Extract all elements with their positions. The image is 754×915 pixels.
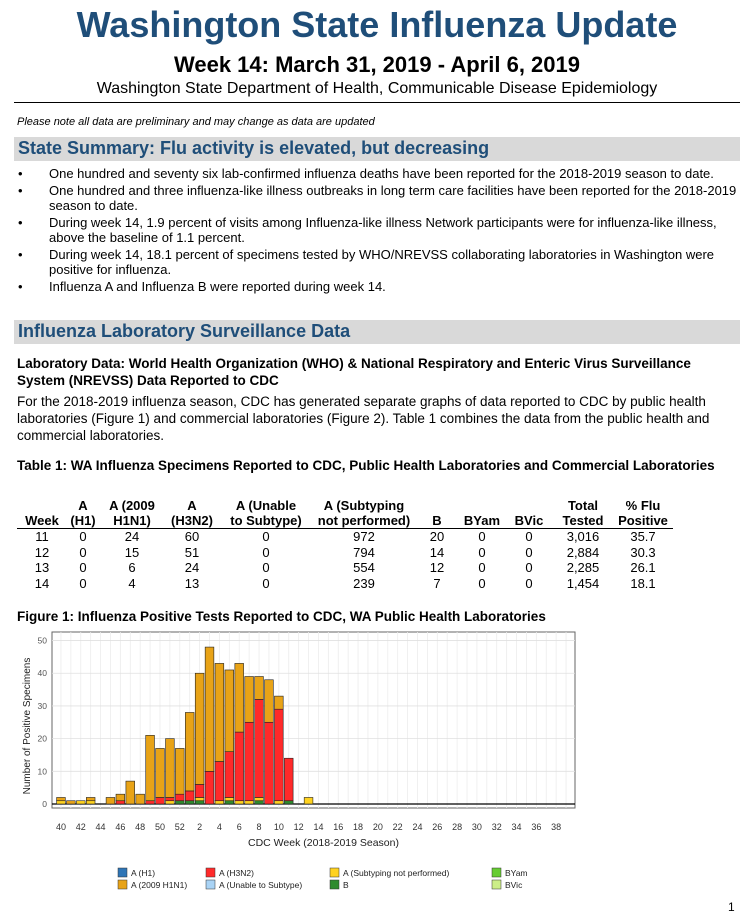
page-title: Washington State Influenza Update bbox=[76, 4, 678, 45]
bar-segment bbox=[255, 801, 264, 804]
x-tick-label: 12 bbox=[293, 822, 304, 832]
bar-segment bbox=[284, 758, 293, 801]
col-a-2009-h1n1: A (2009 H1N1) bbox=[109, 498, 155, 528]
bar-segment bbox=[274, 801, 283, 804]
col-week: Week bbox=[25, 513, 59, 528]
legend-swatch bbox=[118, 880, 127, 889]
bar-segment bbox=[255, 797, 264, 800]
x-tick-label: 34 bbox=[511, 822, 522, 832]
specimens-table bbox=[17, 498, 673, 591]
x-tick-label: 22 bbox=[392, 822, 403, 832]
bar-segment bbox=[225, 797, 234, 800]
bar-segment bbox=[245, 677, 254, 723]
header-divider bbox=[14, 102, 740, 103]
col-b: B bbox=[432, 513, 442, 528]
legend-swatch bbox=[492, 880, 501, 889]
col-a-not-performed: A (Subtyping not performed) bbox=[317, 498, 411, 528]
bar-segment bbox=[175, 794, 184, 801]
bar-segment bbox=[166, 797, 175, 800]
bar-segment bbox=[116, 801, 125, 804]
bar-segment bbox=[76, 801, 85, 804]
summary-bullet: • Influenza A and Influenza B were reported during week 14. bbox=[14, 279, 740, 294]
bar-segment bbox=[86, 797, 95, 800]
summary-bullets bbox=[14, 166, 740, 296]
x-tick-label: 36 bbox=[531, 822, 542, 832]
col-a-unable: A (Unable to Subtype) bbox=[230, 498, 302, 528]
x-tick-label: 42 bbox=[75, 822, 86, 832]
bar-segment bbox=[126, 781, 135, 804]
bar-segment bbox=[235, 801, 244, 804]
x-tick-label: 46 bbox=[115, 822, 126, 832]
x-tick-label: 14 bbox=[313, 822, 324, 832]
bar-segment bbox=[215, 762, 224, 801]
legend-swatch bbox=[330, 868, 339, 877]
x-tick-label: 30 bbox=[471, 822, 482, 832]
bar-segment bbox=[245, 801, 254, 804]
x-tick-label: 40 bbox=[55, 822, 66, 832]
legend-swatch bbox=[492, 868, 501, 877]
department-name: Washington State Department of Health, Communicable Disease Epidemiology bbox=[96, 80, 658, 97]
y-tick-label: 20 bbox=[37, 733, 47, 744]
x-tick-label: 32 bbox=[491, 822, 502, 832]
bar-segment bbox=[304, 797, 313, 804]
col-a-h1: A (H1) bbox=[70, 498, 96, 528]
table-row: 12 0 15 51 0 794 14 0 0 2,884 30.3 bbox=[34, 544, 656, 560]
bar-segment bbox=[156, 797, 165, 804]
bar-segment bbox=[274, 696, 283, 709]
legend-label: A (Subtyping not performed) bbox=[343, 868, 450, 878]
bar-segment bbox=[146, 801, 155, 804]
col-a-h3n2: A (H3N2) bbox=[171, 498, 213, 528]
legend-label: A (2009 H1N1) bbox=[131, 880, 188, 890]
x-axis-title: CDC Week (2018-2019 Season) bbox=[248, 837, 399, 849]
page-number: 1 bbox=[728, 900, 735, 914]
legend-label: BYam bbox=[505, 868, 528, 878]
bar-segment bbox=[146, 735, 155, 800]
bar-segment bbox=[136, 794, 145, 804]
bar-segment bbox=[195, 797, 204, 800]
table-header-row bbox=[17, 498, 673, 529]
bar-segment bbox=[265, 680, 274, 723]
bar-segment bbox=[195, 801, 204, 804]
legend-label: A (H3N2) bbox=[219, 868, 254, 878]
legend-swatch bbox=[206, 880, 215, 889]
bar-segment bbox=[57, 801, 66, 804]
bar-segment bbox=[215, 663, 224, 761]
bar-segment bbox=[235, 663, 244, 732]
table-title: Table 1: WA Influenza Specimens Reported to CDC, Public Health Laboratories and Commercial Laboratories bbox=[17, 458, 715, 473]
lab-data-paragraph: For the 2018-2019 influenza season, CDC has generated separate graphs of data reported to CDC by public health laboratories (Figure 1) and commercial laboratories (Figure 2). Table 1 combines the data from the public health and commercial laboratories. bbox=[17, 394, 710, 443]
bar-segment bbox=[185, 712, 194, 790]
y-tick-label: 0 bbox=[42, 799, 47, 809]
legend-label: B bbox=[343, 880, 349, 890]
bar-segment bbox=[185, 801, 194, 804]
legend-label: A (H1) bbox=[131, 868, 156, 878]
y-tick-label: 10 bbox=[37, 766, 47, 777]
legend-label: A (Unable to Subtype) bbox=[219, 880, 303, 890]
bar-segment bbox=[116, 794, 125, 801]
bar-segment bbox=[245, 722, 254, 800]
bar-segment bbox=[166, 739, 175, 798]
summary-bullet: • One hundred and three influenza-like illness outbreaks in long term care facilities have been reported for the 2018-2019 season to date. bbox=[14, 183, 740, 213]
week-subtitle: Week 14: March 31, 2019 - April 6, 2019 bbox=[173, 52, 580, 77]
legend-swatch bbox=[118, 868, 127, 877]
y-tick-label: 50 bbox=[37, 635, 47, 646]
bar-segment bbox=[86, 801, 95, 804]
figure-title: Figure 1: Influenza Positive Tests Reported to CDC, WA Public Health Laboratories bbox=[17, 609, 546, 624]
y-tick-label: 30 bbox=[37, 700, 47, 711]
y-tick-label: 40 bbox=[37, 668, 47, 679]
col-bvic: BVic bbox=[514, 513, 544, 528]
bar-segment bbox=[284, 801, 293, 804]
bar-segment bbox=[255, 677, 264, 700]
bar-segment bbox=[106, 797, 115, 804]
bar-segment bbox=[57, 797, 66, 800]
legend-swatch bbox=[206, 868, 215, 877]
x-tick-label: 48 bbox=[135, 822, 146, 832]
table-row: 11 0 24 60 0 972 20 0 0 3,016 35.7 bbox=[35, 529, 656, 544]
bar-segment bbox=[215, 801, 224, 804]
x-tick-label: 2 bbox=[197, 822, 203, 832]
x-tick-label: 28 bbox=[452, 822, 463, 832]
bar-segment bbox=[175, 748, 184, 794]
influenza-positive-chart bbox=[14, 628, 588, 898]
x-tick-label: 6 bbox=[236, 822, 242, 832]
bar-segment bbox=[225, 670, 234, 752]
bar-segment bbox=[205, 647, 214, 771]
x-tick-label: 20 bbox=[372, 822, 383, 832]
bar-segment bbox=[175, 801, 184, 804]
x-tick-label: 44 bbox=[95, 822, 106, 832]
x-tick-label: 4 bbox=[216, 822, 222, 832]
legend-swatch bbox=[330, 880, 339, 889]
bar-segment bbox=[265, 722, 274, 804]
table-row: 13 0 6 24 0 554 12 0 0 2,285 26.1 bbox=[34, 560, 656, 575]
summary-bullet: • One hundred and seventy six lab-confirmed influenza deaths have been reported for the 2018-2019 season to date. bbox=[14, 166, 740, 181]
bar-segment bbox=[274, 709, 283, 801]
bar-segment bbox=[225, 801, 234, 804]
x-tick-label: 24 bbox=[412, 822, 423, 832]
summary-bullet: • During week 14, 1.9 percent of visits among Influenza-like illness Network participants were for influenza-like illness, above the baseline of 1.1 percent. bbox=[14, 215, 740, 245]
summary-bullet: • During week 14, 18.1 percent of specimens tested by WHO/NREVSS collaborating laboratories in Washington were positive for influenza. bbox=[14, 247, 740, 277]
x-tick-label: 8 bbox=[256, 822, 262, 832]
x-tick-label: 50 bbox=[154, 822, 165, 832]
table-row: 14 0 4 13 0 239 7 0 0 1,454 18.1 bbox=[34, 575, 656, 591]
bar-segment bbox=[255, 699, 264, 797]
bar-segment bbox=[235, 732, 244, 801]
col-byam: BYam bbox=[463, 513, 501, 528]
bar-segment bbox=[166, 801, 175, 804]
x-tick-label: 16 bbox=[333, 822, 344, 832]
bar-segment bbox=[205, 771, 214, 804]
legend-label: BVic bbox=[505, 880, 523, 890]
x-tick-label: 38 bbox=[551, 822, 562, 832]
col-total-tested: Total Tested bbox=[562, 498, 604, 528]
col-pct-positive: % Flu Positive bbox=[618, 498, 668, 528]
preliminary-note: Please note all data are preliminary and may change as data are updated bbox=[17, 116, 375, 128]
bar-segment bbox=[66, 801, 75, 804]
lab-surveillance-heading: Influenza Laboratory Surveillance Data bbox=[14, 320, 740, 344]
bar-segment bbox=[185, 791, 194, 801]
state-summary-heading: State Summary: Flu activity is elevated, but decreasing bbox=[14, 137, 740, 161]
lab-data-subheading: Laboratory Data: World Health Organization (WHO) & National Respiratory and Enteric Virus Surveillance System (NREVSS) Data Reported to CDC bbox=[17, 356, 691, 388]
x-tick-label: 18 bbox=[353, 822, 364, 832]
x-tick-label: 52 bbox=[174, 822, 185, 832]
bar-segment bbox=[156, 748, 165, 797]
bar-segment bbox=[195, 673, 204, 784]
x-tick-label: 26 bbox=[432, 822, 443, 832]
x-tick-label: 10 bbox=[273, 822, 284, 832]
bar-segment bbox=[195, 784, 204, 797]
y-axis-title: Number of Positive Specimens bbox=[22, 657, 33, 795]
bar-segment bbox=[225, 752, 234, 798]
